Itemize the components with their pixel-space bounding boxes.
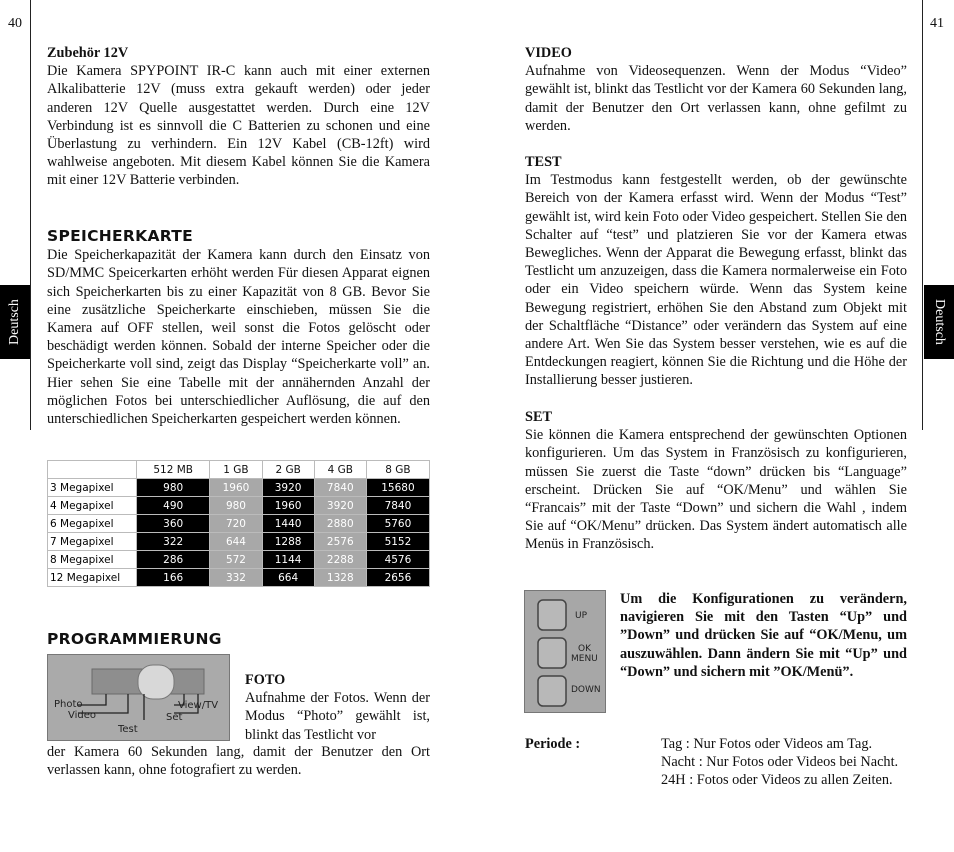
table-cell: 2880 xyxy=(314,515,366,533)
table-cell: 490 xyxy=(137,497,210,515)
table-cell: 720 xyxy=(210,515,262,533)
test-heading: TEST xyxy=(525,154,562,170)
table-cell: 2288 xyxy=(314,551,366,569)
switch-label-photo: Photo xyxy=(54,699,83,710)
right-margin-rule xyxy=(922,0,923,430)
speicherkarte-heading: SPEICHERKARTE xyxy=(47,227,194,245)
foto-paragraph-start: Aufnahme der Fotos. Wenn der Modus “Photo” gewählt ist, blinkt das Testlicht vor xyxy=(245,690,430,743)
left-margin-rule xyxy=(30,0,31,430)
table-cell: 360 xyxy=(137,515,210,533)
table-row xyxy=(48,497,430,515)
programmierung-heading: PROGRAMMIERUNG xyxy=(47,630,222,648)
page-number-right: 41 xyxy=(930,16,944,31)
table-cell: 1960 xyxy=(210,479,262,497)
table-cell: 664 xyxy=(262,569,314,587)
row-label: 12 Megapixel xyxy=(48,569,137,587)
language-tab-left: Deutsch xyxy=(0,285,30,359)
table-cell: 7840 xyxy=(366,497,429,515)
table-header-cell: 1 GB xyxy=(210,461,262,479)
language-tab-right: Deutsch xyxy=(924,285,954,359)
foto-heading: FOTO xyxy=(245,672,286,688)
table-cell: 2656 xyxy=(366,569,429,587)
video-section xyxy=(525,44,907,135)
table-cell: 1144 xyxy=(262,551,314,569)
table-cell: 15680 xyxy=(366,479,429,497)
row-label: 7 Megapixel xyxy=(48,533,137,551)
table-cell: 644 xyxy=(210,533,262,551)
table-cell: 1328 xyxy=(314,569,366,587)
video-heading: VIDEO xyxy=(525,45,572,61)
periode-label: Periode : xyxy=(525,736,581,752)
switch-label-view: View/TV xyxy=(178,700,219,711)
memory-capacity-table xyxy=(47,460,430,587)
test-paragraph: Im Testmodus kann festgestellt werden, ob der gewünschte Bereich von der Kamera erfasst wird. Wenn der Modus “Test” gewählt ist, wird kein Foto oder Video gespeichert. Stellen Sie den Schalter auf “test” und platzieren Sie vor der Kamera etwas Bewegliches. Wenn der Apparat die Bewegung erfasst, blinkt das Testlicht um anzuzeigen, dass die Kamera normalerweise ein Foto oder ein Video speichern würde. Wenn das System keine Bewegung registriert, erhöhen Sie den Abstand zum Objekt mit der Schaltfläche “Distance” oder verändern das System auf eine andere Art. Wen Sie das System besser verstehen, wie es auf die Entdeckungen reagiert, können Sie die Richtung und die Höhe der Installierung besser justieren. xyxy=(525,172,907,389)
table-cell: 1288 xyxy=(262,533,314,551)
row-label: 8 Megapixel xyxy=(48,551,137,569)
table-cell: 5760 xyxy=(366,515,429,533)
table-cell: 286 xyxy=(137,551,210,569)
table-cell: 1960 xyxy=(262,497,314,515)
table-header-cell: 4 GB xyxy=(314,461,366,479)
test-section xyxy=(525,153,907,390)
table-header-cell: 2 GB xyxy=(262,461,314,479)
table-cell: 4576 xyxy=(366,551,429,569)
table-row xyxy=(48,551,430,569)
button-label-menu: MENU xyxy=(571,654,598,664)
set-section xyxy=(525,408,907,554)
table-header-cell: 8 GB xyxy=(366,461,429,479)
switch-label-test: Test xyxy=(118,724,138,735)
table-cell: 5152 xyxy=(366,533,429,551)
video-paragraph: Aufnahme von Videosequenzen. Wenn der Modus “Video” gewählt ist, blinkt das Testlicht vor der Kamera 60 Sekunden lang, damit der Benutzer den Ort verlassen kann, ohne gefilmt zu werden. xyxy=(525,63,907,134)
table-header-cell xyxy=(48,461,137,479)
page-number-left: 40 xyxy=(8,16,22,31)
speicherkarte-paragraph: Die Speicherkapazität der Kamera kann durch den Einsatz von SD/MMC Speicerkarten erhöht werden Für diesen Apparat eignen sich Speicherkarten bis zu einer Kapazität von 8 GB. Bevor Sie eine zusätzliche Speicherkarte einschieben, müssen Sie die Kamera auf OFF stellen, weil sonst die Fotos gelöscht oder beschädigt werden können. Sobald der interne Speicher oder die Speicherkarte voll sind, zeigt das Display “Speicherkarte voll” an. Hier sehen Sie eine Tabelle mit der annähernden Anzahl der möglichen Fotos bei unterschiedlicher Auflösung, die auf den unterschiedlichen Speicherkarten gespeichert werden können. xyxy=(47,247,430,428)
periode-option-24h: 24H : Fotos oder Videos zu allen Zeiten. xyxy=(661,772,893,789)
table-cell: 980 xyxy=(137,479,210,497)
set-heading: SET xyxy=(525,409,553,425)
table-cell: 7840 xyxy=(314,479,366,497)
table-cell: 166 xyxy=(137,569,210,587)
table-row xyxy=(48,479,430,497)
button-panel-photo xyxy=(524,590,606,713)
button-label-down: DOWN xyxy=(571,685,601,695)
programmierung-heading-wrap xyxy=(47,630,430,648)
button-panel-illustration xyxy=(525,591,605,712)
row-label: 6 Megapixel xyxy=(48,515,137,533)
foto-paragraph-end: der Kamera 60 Sekunden lang, damit der Benutzer den Ort verlassen kann, ohne fotografiert zu werden. xyxy=(47,744,430,779)
config-instructions: Um die Konfigurationen zu verändern, navigieren Sie mit den Tasten “Up” und ”Down” und drücken Sie auf “OK/Menu, um auszuwählen. Dann ändern Sie mit “Up” und “Down” und sichern mit ”OK/Menü”. xyxy=(620,591,907,680)
mode-switch-illustration xyxy=(48,655,229,740)
table-header-cell: 512 MB xyxy=(137,461,210,479)
table-cell: 572 xyxy=(210,551,262,569)
table-cell: 2576 xyxy=(314,533,366,551)
table-cell: 980 xyxy=(210,497,262,515)
table-cell: 1440 xyxy=(262,515,314,533)
periode-option-tag: Tag : Nur Fotos oder Videos am Tag. xyxy=(661,736,873,752)
foto-section xyxy=(245,671,430,744)
button-label-ok: OK xyxy=(578,644,591,654)
zubehor-paragraph: Die Kamera SPYPOINT IR-C kann auch mit einer externen Alkalibatterie 12V (muss extra gekauft werden) oder jeder anderen 12V Quelle ausgestattet werden. Durch eine 12V Verbindung ist es sinnvoll die C Batterien zu schonen und eine Überlastung zu verhindern. Ein 12V Kabel (CB-12ft) wird wahlweise angeboten. Mit diesem Kabel können Sie die Kamera mit einer 12V Batterie verbinden. xyxy=(47,63,430,189)
switch-label-set: Set xyxy=(166,712,183,723)
button-label-up: UP xyxy=(575,611,588,621)
row-label: 3 Megapixel xyxy=(48,479,137,497)
table-cell: 322 xyxy=(137,533,210,551)
row-label: 4 Megapixel xyxy=(48,497,137,515)
table-cell: 332 xyxy=(210,569,262,587)
table-cell: 3920 xyxy=(262,479,314,497)
table-row xyxy=(48,533,430,551)
table-header-row xyxy=(48,461,430,479)
zubehor-heading: Zubehör 12V xyxy=(47,45,129,61)
switch-label-video: Video xyxy=(68,710,97,721)
table-row xyxy=(48,569,430,587)
table-cell: 3920 xyxy=(314,497,366,515)
speicherkarte-section xyxy=(47,227,430,428)
zubehor-section xyxy=(47,44,430,190)
periode-option-nacht: Nacht : Nur Fotos oder Videos bei Nacht. xyxy=(661,754,899,771)
mode-switch-photo xyxy=(47,654,230,741)
periode-options xyxy=(661,735,911,790)
set-paragraph: Sie können die Kamera entsprechend der gewünschten Optionen konfigurieren. Um das System in Französisch zu konfigurieren, müssen Sie zuerst die Taste “down” drücken bis “Language” erscheint. Drücken Sie auf “OK/Menu” und wählen Sie “Francais” mit der Taste “Down” und sichern die Wahl , indem Sie auf “OK/Menu” drücken. Das System ändert automatisch alle Menüs in Französisch. xyxy=(525,427,907,553)
table-row xyxy=(48,515,430,533)
